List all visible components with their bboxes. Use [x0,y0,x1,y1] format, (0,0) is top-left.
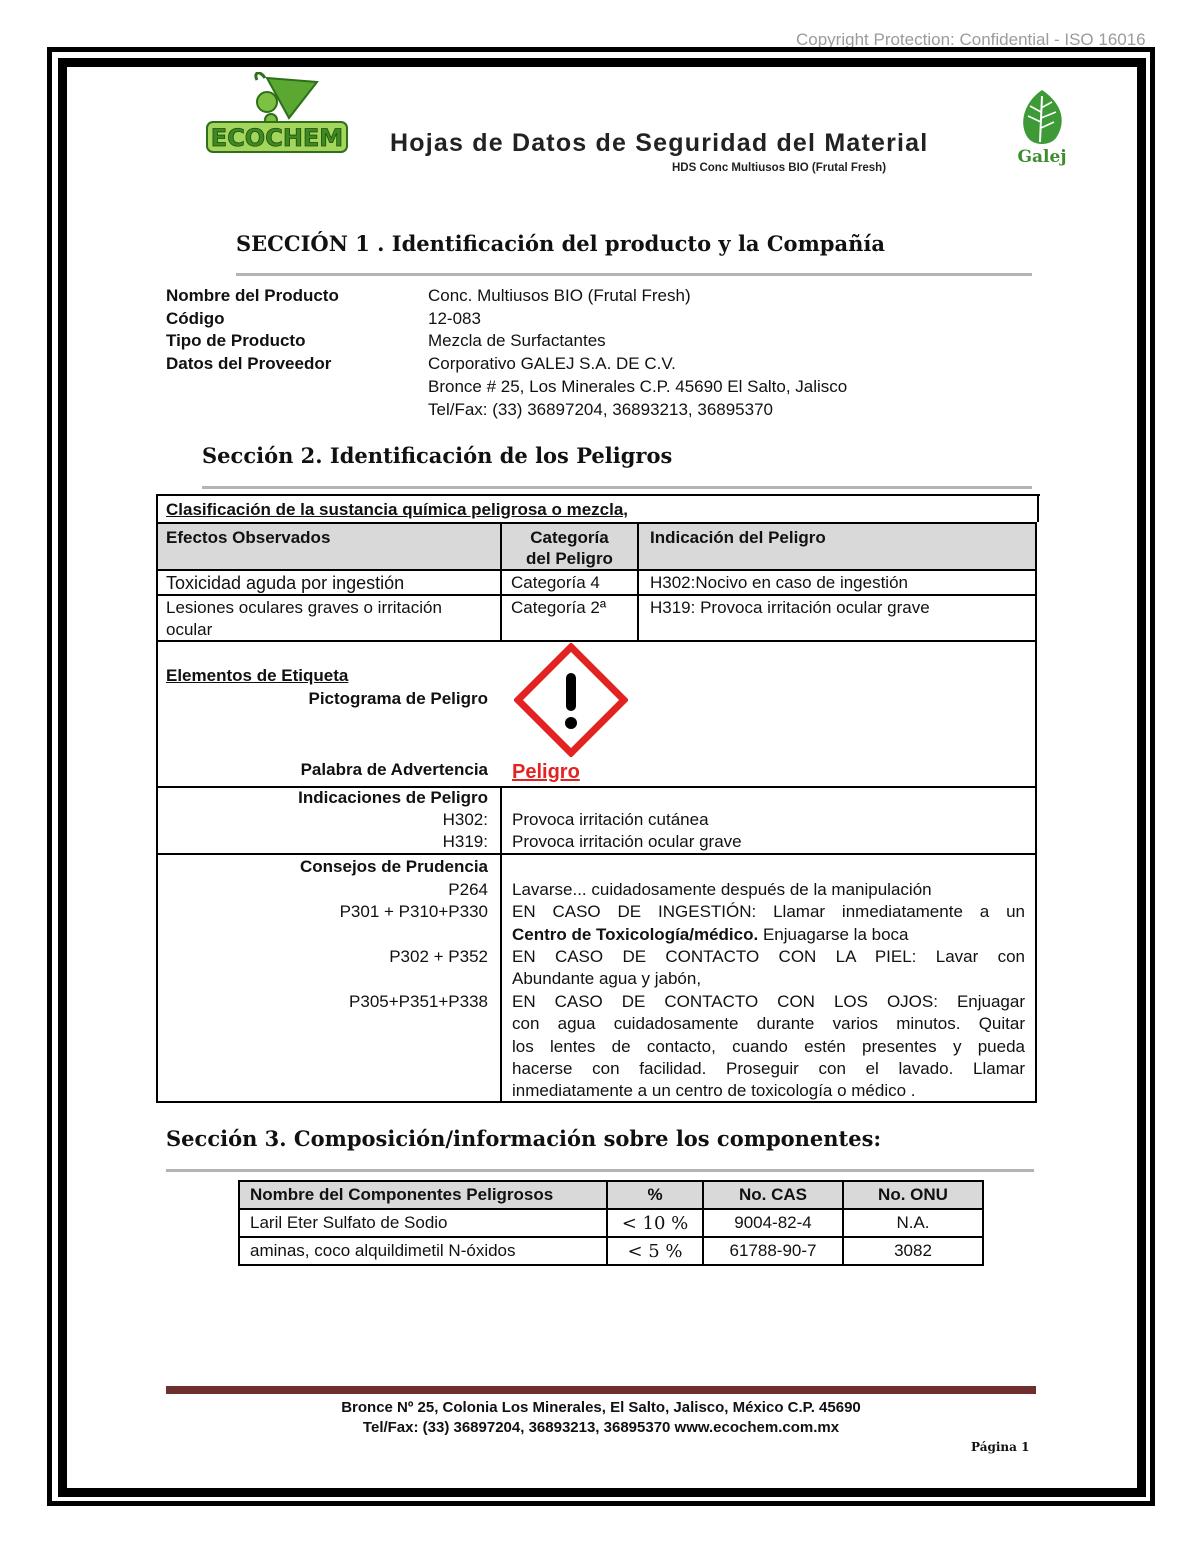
hazard-code-h319: H319: [442,832,488,851]
hazard-text-h319: Provoca irritación ocular grave [512,832,742,851]
code-value: 12-083 [428,309,481,328]
classification-title: Clasificación de la sustancia química peligrosa o mezcla, [166,500,629,519]
exclamation-mark-pictogram-icon [514,643,628,757]
p302-text-line1: EN CASO DE CONTACTO CON LA PIEL: Lavar con [512,947,1025,966]
category-row1: Categoría 4 [511,573,600,592]
document-subtitle: HDS Conc Multiusos BIO (Frutal Fresh) [672,162,887,174]
footer-divider [166,1386,1036,1394]
supplier-value: Corporativo GALEJ S.A. DE C.V. [428,354,676,373]
component-name: Laril Eter Sulfato de Sodio [239,1209,607,1237]
section2-title: Sección 2. Identificación de los Peligros [202,443,673,468]
effect-row2-line1: Lesiones oculares graves o irritación [166,598,442,617]
component-onu: N.A. [843,1209,983,1237]
p301-text-rest: Enjuagarse la boca [758,925,909,944]
effect-row2-line2: ocular [166,620,213,639]
table-row [239,1237,983,1265]
component-percent: < 5 % [607,1237,703,1265]
supplier-address: Bronce # 25, Los Minerales C.P. 45690 El Salto, Jalisco [428,377,848,396]
section2-rule [202,486,1032,489]
table-row [239,1209,983,1237]
component-onu: 3082 [843,1237,983,1265]
category-row2: Categoría 2ª [511,598,607,617]
p301-text-line1: EN CASO DE INGESTIÓN: Llamar inmediatamente a un [512,902,1025,921]
col-onu: No. ONU [843,1181,983,1209]
footer-contact: Tel/Fax: (33) 36897204, 36893213, 36895370 www.ecochem.com.mx [362,1419,840,1436]
p302-code: P302 + P352 [389,947,488,966]
p305-text-line4: hacerse con facilidad. Proseguir con el lavado. Llamar [512,1059,1025,1078]
component-percent: < 10 % [607,1209,703,1237]
signal-word-label: Palabra de Advertencia [300,760,488,779]
precautionary-title: Consejos de Prudencia [300,857,488,876]
components-header-row [239,1181,983,1209]
copyright-notice: Copyright Protection: Confidential - ISO 16016 [796,30,1146,49]
galej-logo-text: Galej [1017,147,1067,167]
p305-text-line3: los lentes de contacto, cuando estén presentes y pueda [512,1037,1025,1056]
document-title: Hojas de Datos de Seguridad del Material [390,129,929,157]
product-type-label: Tipo de Producto [166,331,306,350]
header-category-line2: del Peligro [526,549,613,568]
p301-text-bold: Centro de Toxicología/médico. [512,925,759,944]
header-indication: Indicación del Peligro [650,528,826,547]
hazard-text-h302: Provoca irritación cutánea [512,810,709,829]
product-name-label: Nombre del Producto [166,286,339,305]
label-elements-title: Elementos de Etiqueta [166,666,349,685]
galej-logo [1012,88,1072,168]
ecochem-logo [205,72,355,162]
component-cas: 61788-90-7 [703,1237,843,1265]
components-table [238,1180,984,1266]
section3-rule [166,1169,1034,1172]
section3-title: Sección 3. Composición/información sobre los componentes: [166,1126,882,1151]
section1-title: SECCIÓN 1 . Identificación del producto y la Compañía [236,231,885,256]
supplier-telfax: Tel/Fax: (33) 36897204, 36893213, 36895370 [428,400,773,419]
header-category-line1: Categoría [530,528,609,547]
col-cas: No. CAS [703,1181,843,1209]
signal-word: Peligro [512,761,580,783]
p302-text-line2: Abundante agua y jabón, [512,969,702,988]
p305-text-line5: inmediatamente a un centro de toxicología o médico . [512,1081,916,1100]
product-name-value: Conc. Multiusos BIO (Frutal Fresh) [428,286,691,305]
col-component-name: Nombre del Componentes Peligrosos [239,1181,607,1209]
p301-code: P301 + P310+P330 [339,902,488,921]
code-label: Código [166,309,225,328]
hazard-statements-title: Indicaciones de Peligro [298,788,488,807]
product-type-value: Mezcla de Surfactantes [428,331,606,350]
p305-text-line2: con agua cuidadosamente durante varios minutos. Quitar [512,1014,1025,1033]
p301-text-line2 [512,924,909,946]
p264-code: P264 [448,880,488,899]
ecochem-logo-text: ECOCHEM [210,124,344,152]
footer-address: Bronce Nº 25, Colonia Los Minerales, El Salto, Jalisco, México C.P. 45690 [341,1399,861,1416]
component-name: aminas, coco alquildimetil N-óxidos [239,1237,607,1265]
p264-text: Lavarse... cuidadosamente después de la manipulación [512,880,932,899]
supplier-label: Datos del Proveedor [166,354,332,373]
p305-code: P305+P351+P338 [349,992,488,1011]
page-number: Página 1 [971,1440,1030,1454]
header-effects: Efectos Observados [166,528,331,547]
col-percent: % [607,1181,703,1209]
effect-row1: Toxicidad aguda por ingestión [166,573,405,593]
indication-row1: H302:Nocivo en caso de ingestión [650,573,908,592]
p305-text-line1: EN CASO DE CONTACTO CON LOS OJOS: Enjuagar [512,992,1025,1011]
hazard-code-h302: H302: [442,810,488,829]
component-cas: 9004-82-4 [703,1209,843,1237]
pictogram-label: Pictograma de Peligro [308,689,488,708]
section1-rule [236,273,1032,276]
indication-row2: H319: Provoca irritación ocular grave [650,598,930,617]
